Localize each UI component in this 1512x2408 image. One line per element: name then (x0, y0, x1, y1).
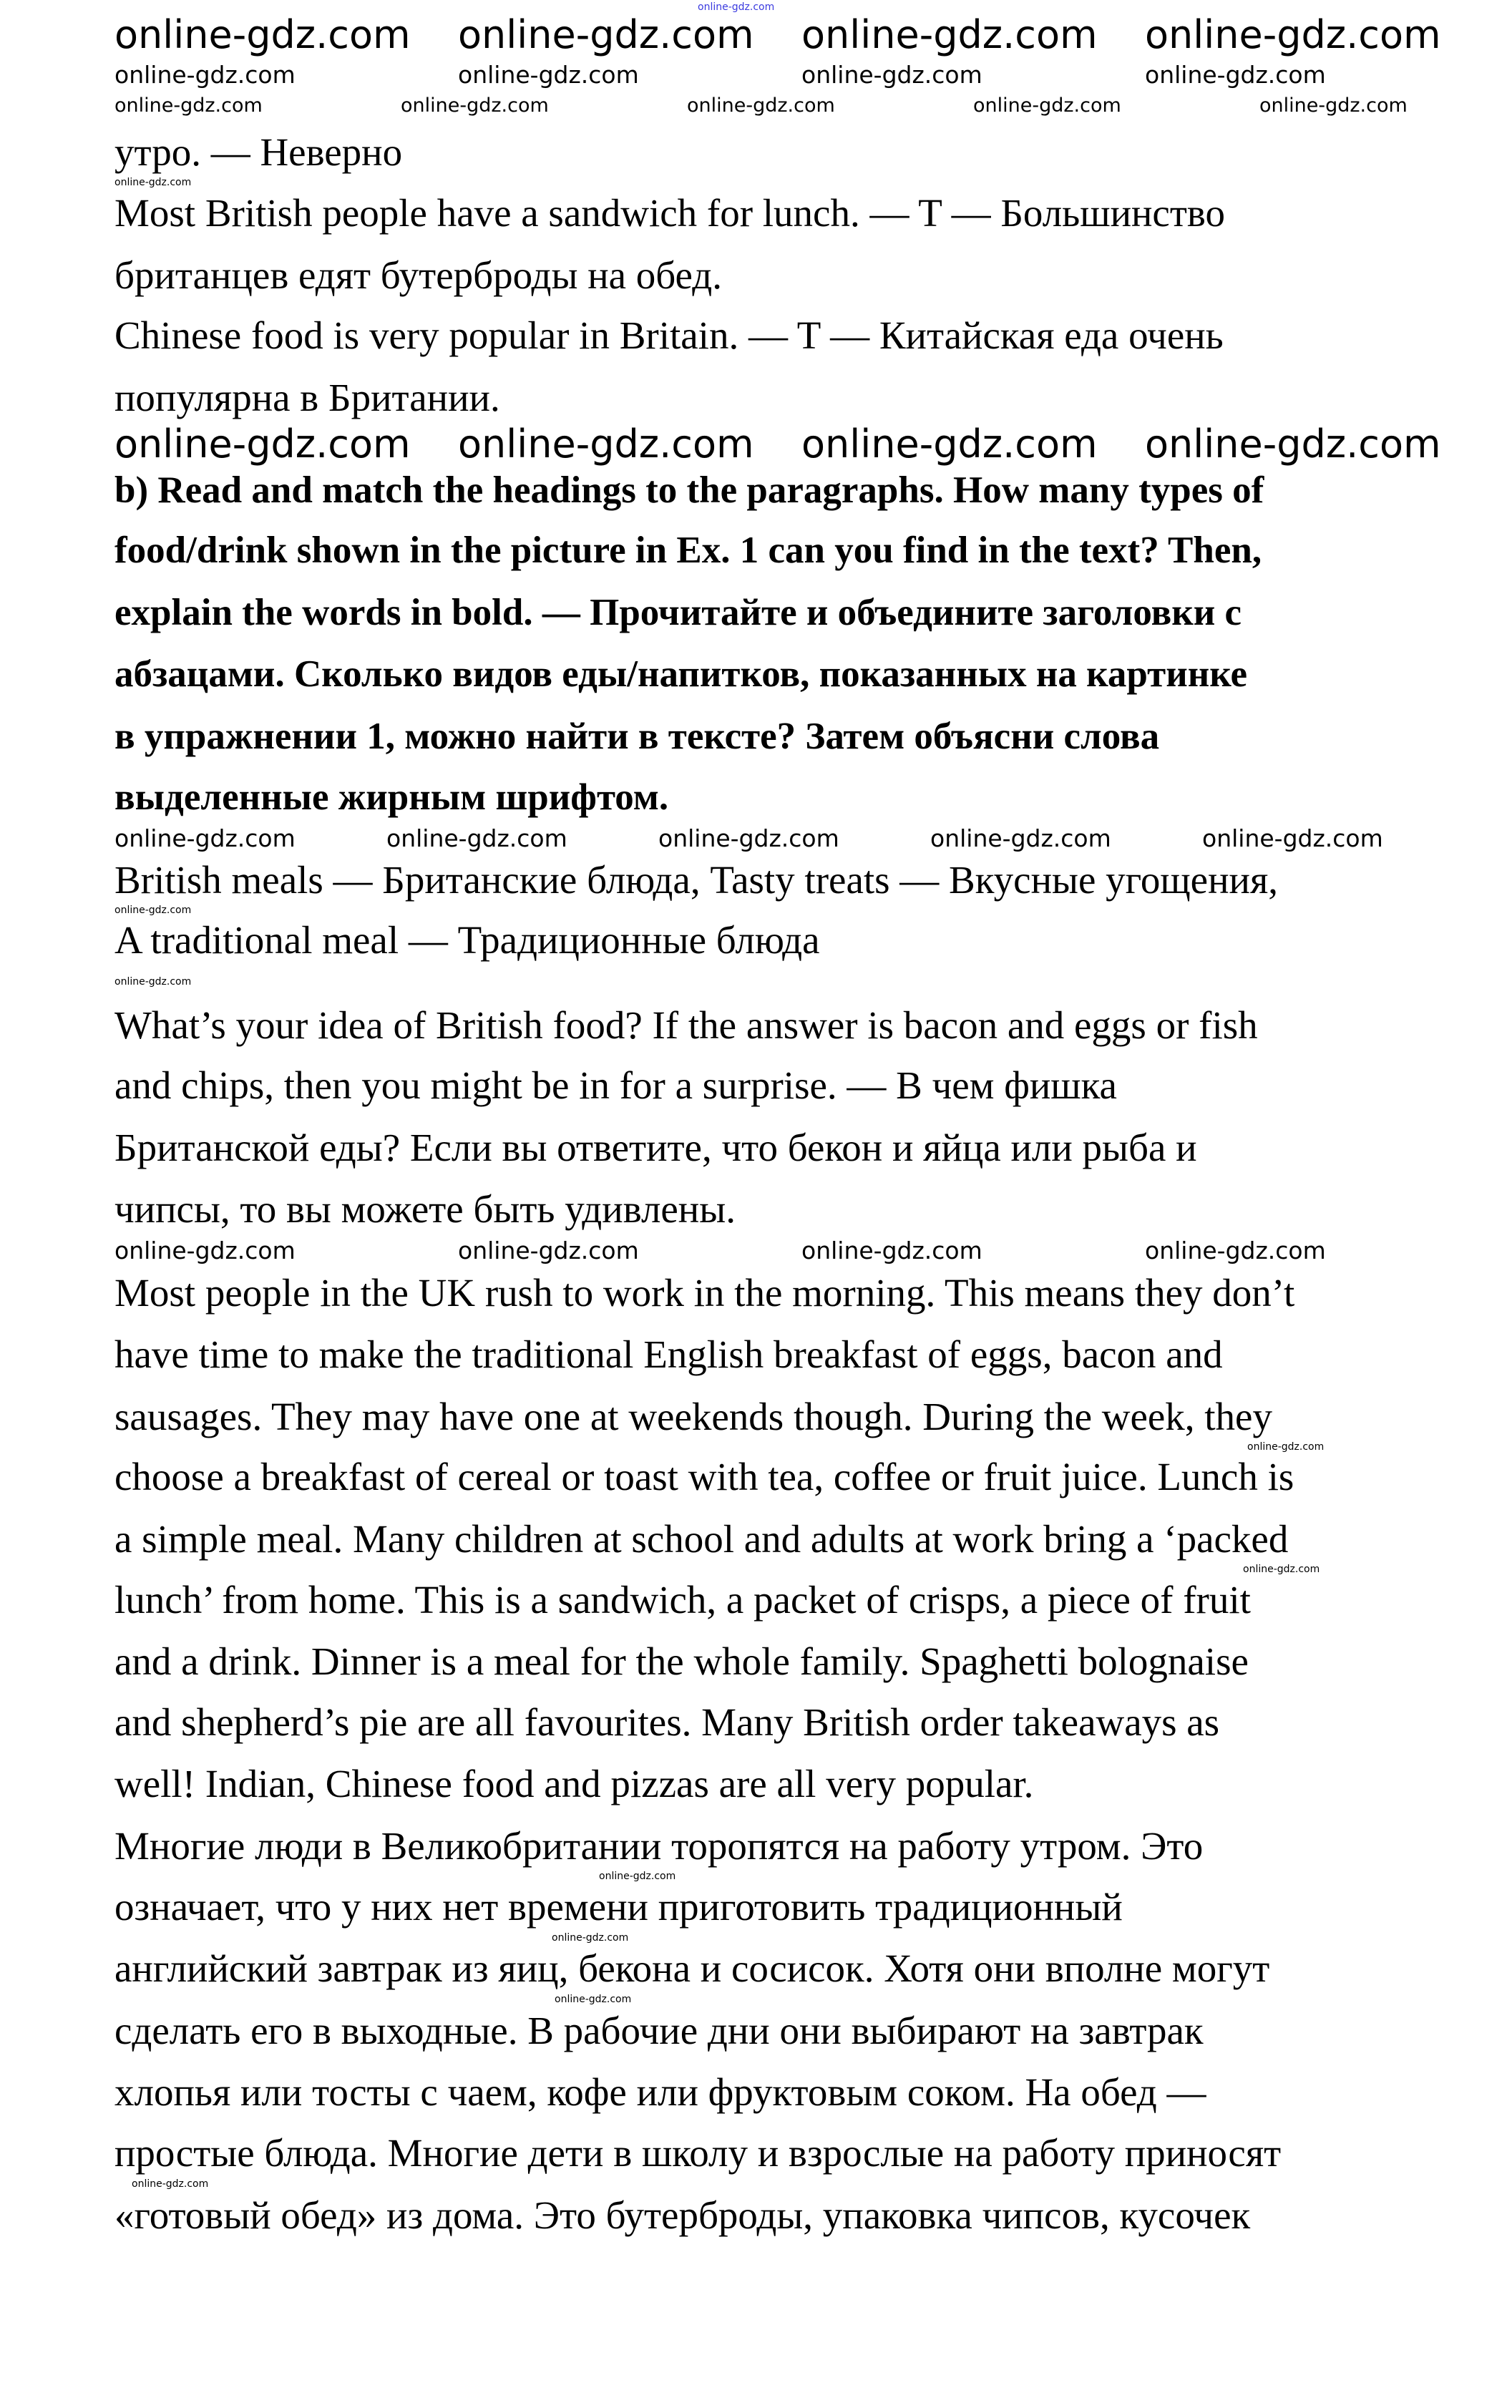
text-line: популярна в Британии. (114, 376, 500, 419)
watermark: online-gdz.com (801, 61, 982, 89)
watermark: online-gdz.com (552, 1932, 629, 1944)
text-line: Most people in the UK rush to work in the morning. This means they don’t (114, 1271, 1295, 1315)
watermark: online-gdz.com (973, 94, 1121, 117)
watermark: online-gdz.com (114, 976, 192, 988)
text-line: lunch’ from home. This is a sandwich, a packet of crisps, a piece of fruit (114, 1578, 1251, 1622)
watermark: online-gdz.com (698, 1, 775, 13)
text-line: означает, что у них нет времени приготовить традиционный (114, 1885, 1123, 1929)
text-line: sausages. They may have one at weekends though. During the week, they (114, 1395, 1272, 1438)
task-heading-line: выделенные жирным шрифтом. (114, 776, 669, 818)
watermark: online-gdz.com (930, 824, 1111, 852)
watermark: online-gdz.com (114, 177, 192, 188)
text-line: британцев едят бутерброды на обед. (114, 253, 722, 297)
watermark: online-gdz.com (801, 421, 1098, 467)
text-line: and chips, then you might be in for a surprise. — В чем фишка (114, 1063, 1117, 1107)
text-line: утро. — Неверно (114, 130, 403, 174)
watermark: online-gdz.com (801, 1237, 982, 1264)
watermark: online-gdz.com (599, 1871, 676, 1882)
watermark: online-gdz.com (658, 824, 839, 852)
watermark: online-gdz.com (1145, 1237, 1326, 1264)
watermark: online-gdz.com (114, 1237, 296, 1264)
watermark: online-gdz.com (555, 1994, 632, 2005)
text-line: choose a breakfast of cereal or toast with tea, coffee or fruit juice. Lunch is (114, 1455, 1294, 1498)
text-line: простые блюда. Многие дети в школу и взрослые на работу приносят (114, 2131, 1282, 2175)
text-line: What’s your idea of British food? If the answer is bacon and eggs or fish (114, 1003, 1258, 1047)
watermark: online-gdz.com (1202, 824, 1383, 852)
watermark: online-gdz.com (1243, 1564, 1320, 1575)
text-line: сделать его в выходные. В рабочие дни они выбирают на завтрак (114, 2009, 1204, 2052)
task-heading-line: b) Read and match the headings to the paragraphs. How many types of (114, 469, 1264, 511)
watermark: online-gdz.com (458, 61, 639, 89)
watermark: online-gdz.com (687, 94, 835, 117)
watermark: online-gdz.com (1145, 12, 1441, 57)
watermark: online-gdz.com (1259, 94, 1408, 117)
text-line: Chinese food is very popular in Britain. — T — Китайская еда очень (114, 313, 1224, 357)
text-line: Most British people have a sandwich for lunch. — T — Большинство (114, 191, 1225, 235)
task-heading-line: food/drink shown in the picture in Ex. 1 can you find in the text? Then, (114, 530, 1262, 571)
task-heading-line: в упражнении 1, можно найти в тексте? Затем объясни слова (114, 716, 1160, 757)
watermark: online-gdz.com (458, 12, 754, 57)
text-line: английский завтрак из яиц, бекона и сосисок. Хотя они вполне могут (114, 1946, 1270, 1990)
text-line: and shepherd’s pie are all favourites. Many British order takeaways as (114, 1700, 1220, 1744)
watermark: online-gdz.com (801, 12, 1098, 57)
task-heading-line: explain the words in bold. — Прочитайте и объедините заголовки с (114, 592, 1242, 633)
text-line: and a drink. Dinner is a meal for the whole family. Spaghetti bolognaise (114, 1639, 1249, 1683)
watermark: online-gdz.com (114, 421, 411, 467)
watermark: online-gdz.com (458, 421, 754, 467)
watermark: online-gdz.com (386, 824, 567, 852)
watermark: online-gdz.com (114, 905, 192, 916)
watermark: online-gdz.com (401, 94, 549, 117)
text-line: Британской еды? Если вы ответите, что бекон и яйца или рыба и (114, 1126, 1197, 1169)
watermark: online-gdz.com (114, 824, 296, 852)
text-line: хлопья или тосты с чаем, кофе или фруктовым соком. На обед — (114, 2070, 1206, 2114)
watermark: online-gdz.com (1145, 421, 1441, 467)
watermark: online-gdz.com (114, 12, 411, 57)
watermark: online-gdz.com (1247, 1441, 1325, 1453)
watermark: online-gdz.com (1145, 61, 1326, 89)
watermark: online-gdz.com (114, 94, 263, 117)
watermark: online-gdz.com (132, 2178, 209, 2190)
text-line: «готовый обед» из дома. Это бутерброды, упаковка чипсов, кусочек (114, 2193, 1251, 2237)
text-line: well! Indian, Chinese food and pizzas are all very popular. (114, 1762, 1034, 1805)
text-line: a simple meal. Many children at school and adults at work bring a ‘packed (114, 1517, 1289, 1561)
task-heading-line: абзацами. Сколько видов еды/напитков, показанных на картинке (114, 653, 1248, 695)
text-line: Многие люди в Великобритании торопятся на работу утром. Это (114, 1824, 1204, 1868)
text-line: British meals — Британские блюда, Tasty treats — Вкусные угощения, (114, 858, 1278, 902)
text-line: чипсы, то вы можете быть удивлены. (114, 1187, 736, 1231)
text-line: have time to make the traditional English breakfast of eggs, bacon and (114, 1332, 1223, 1376)
watermark: online-gdz.com (458, 1237, 639, 1264)
watermark: online-gdz.com (114, 61, 296, 89)
text-line: A traditional meal — Традиционные блюда (114, 918, 820, 962)
